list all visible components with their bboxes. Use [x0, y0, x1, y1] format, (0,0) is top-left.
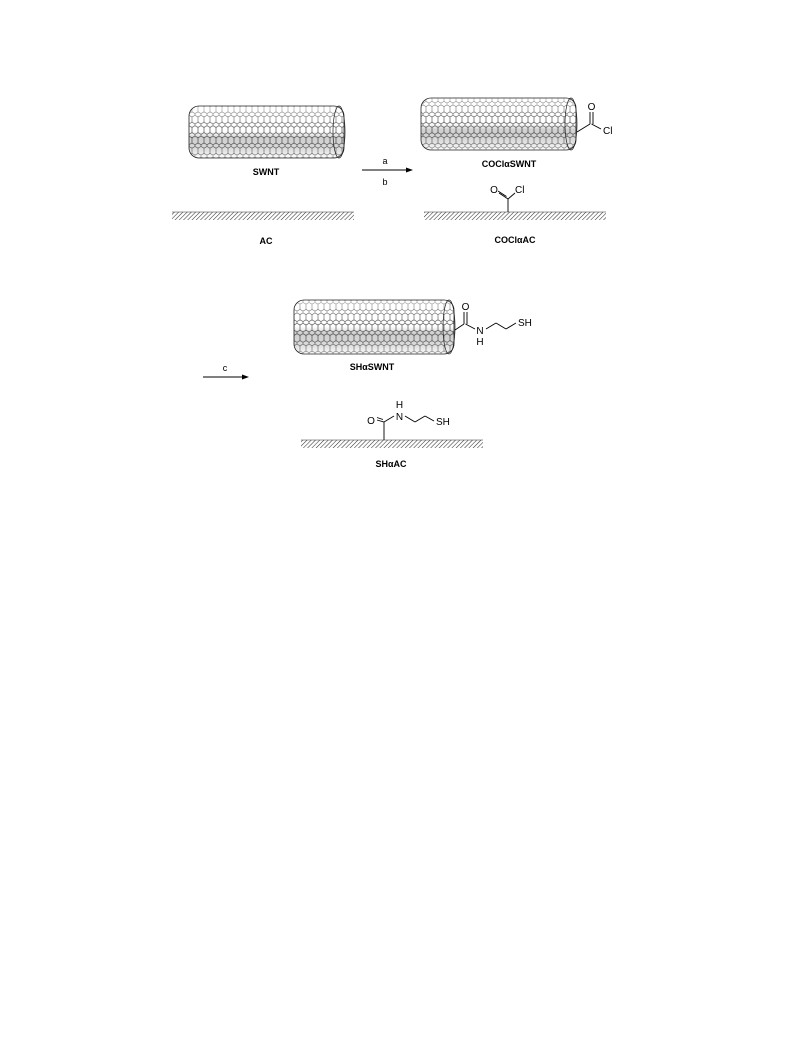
acyl-chloride-group-swnt — [577, 112, 601, 132]
cocl-ac-surface — [424, 212, 606, 220]
nitrogen-atom: N — [395, 412, 404, 423]
reagent-a-label: a — [382, 156, 388, 166]
thiol-group: SH — [436, 417, 450, 428]
acyl-chloride-group-ac — [498, 191, 515, 212]
swnt-label: SWNT — [252, 167, 280, 177]
oxygen-atom: O — [367, 416, 375, 427]
ac-label: AC — [259, 236, 273, 246]
sh-ac-surface — [301, 440, 483, 448]
nitrogen-atom: N — [476, 326, 484, 337]
cocl-swnt-nanotube — [421, 98, 577, 150]
thiol-amide-chain-swnt — [455, 312, 516, 330]
chlorine-atom: Cl — [515, 185, 525, 196]
ac-surface — [172, 212, 354, 220]
oxygen-atom: O — [461, 302, 470, 313]
hydrogen-atom: H — [395, 400, 404, 411]
swnt-nanotube — [189, 106, 345, 158]
reaction-arrow-c — [203, 375, 249, 380]
reagent-b-label: b — [382, 177, 388, 187]
oxygen-atom: O — [587, 102, 596, 113]
sh-swnt-nanotube — [294, 300, 455, 354]
sh-ac-label: SHαAC — [375, 459, 407, 469]
hydrogen-atom: H — [476, 337, 484, 348]
chlorine-atom: Cl — [603, 126, 613, 137]
sh-swnt-label: SHαSWNT — [349, 362, 395, 372]
cocl-swnt-label: COClαSWNT — [481, 159, 537, 169]
oxygen-atom: O — [490, 185, 498, 196]
thiol-amide-chain-ac — [377, 416, 434, 440]
thiol-group: SH — [518, 318, 532, 329]
cocl-ac-label: COClαAC — [494, 235, 536, 245]
reaction-arrow-ab — [362, 168, 413, 173]
reagent-c-label: c — [222, 363, 228, 373]
